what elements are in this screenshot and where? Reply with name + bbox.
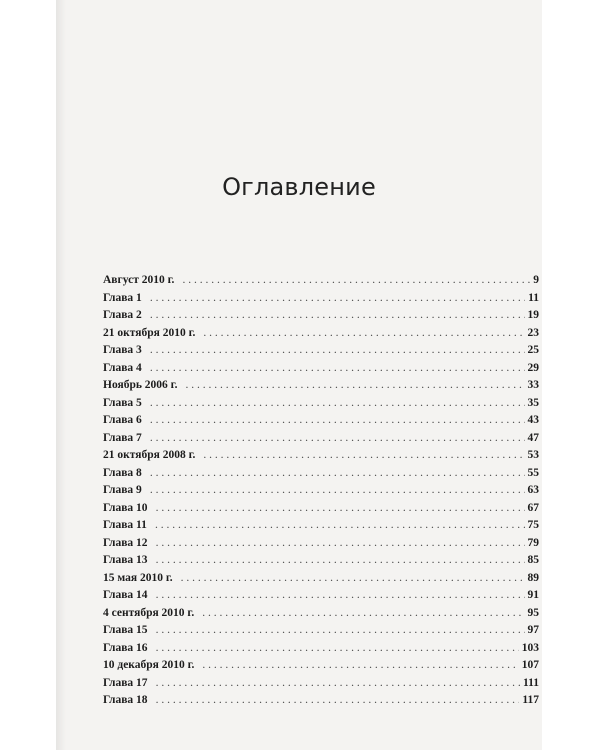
toc-entry-title: Глава 14 bbox=[103, 589, 148, 601]
toc-page-number: 79 bbox=[527, 536, 539, 549]
page-title: Оглавление bbox=[222, 173, 376, 201]
dot-leader bbox=[155, 517, 525, 535]
toc-page-number: 67 bbox=[527, 501, 539, 514]
toc-entry bbox=[103, 500, 539, 518]
toc-entry bbox=[103, 272, 539, 290]
dot-leader bbox=[203, 325, 524, 343]
toc-page-number: 107 bbox=[521, 659, 539, 671]
dot-leader bbox=[150, 307, 525, 325]
toc-page-number: 25 bbox=[527, 344, 539, 356]
dot-leader bbox=[150, 290, 525, 308]
toc-entry bbox=[103, 535, 539, 553]
book-page bbox=[56, 0, 542, 750]
toc-page-number: 23 bbox=[527, 326, 539, 339]
toc-page-number: 9 bbox=[533, 274, 539, 286]
toc-entry-title: Ноябрь 2006 г. bbox=[103, 379, 178, 391]
toc-entry-title: 21 октября 2008 г. bbox=[103, 449, 196, 461]
toc-entry bbox=[103, 360, 539, 378]
toc-page-number: 47 bbox=[527, 431, 539, 444]
toc-entry-title: Глава 11 bbox=[103, 519, 147, 531]
toc-entry bbox=[103, 675, 539, 693]
toc-entry-title: Глава 18 bbox=[103, 694, 148, 706]
toc-page-number: 19 bbox=[527, 309, 539, 321]
toc-entry-title: 21 октября 2010 г. bbox=[103, 326, 196, 339]
dot-leader bbox=[156, 535, 525, 553]
toc-entry bbox=[103, 395, 539, 413]
dot-leader bbox=[150, 412, 525, 430]
dot-leader bbox=[150, 430, 525, 448]
toc-entry bbox=[103, 517, 539, 535]
dot-leader bbox=[203, 447, 524, 465]
toc-entry-title: Глава 15 bbox=[103, 624, 148, 636]
toc-entry bbox=[103, 412, 539, 430]
toc-entry bbox=[103, 377, 539, 395]
dot-leader bbox=[156, 622, 525, 640]
toc-page-number: 97 bbox=[527, 624, 539, 636]
dot-leader bbox=[150, 482, 525, 500]
toc-entry-title: 10 декабря 2010 г. bbox=[103, 659, 195, 671]
toc-entry-title: Глава 6 bbox=[103, 414, 142, 426]
toc-entry bbox=[103, 482, 539, 500]
toc-page-number: 117 bbox=[522, 694, 539, 706]
dot-leader bbox=[150, 360, 525, 378]
toc-entry-title: Глава 17 bbox=[103, 676, 148, 689]
toc-entry bbox=[103, 465, 539, 483]
toc-entry bbox=[103, 307, 539, 325]
toc-entry bbox=[103, 622, 539, 640]
toc-page-number: 89 bbox=[527, 571, 539, 584]
dot-leader bbox=[156, 675, 520, 693]
toc-entry-title: Глава 13 bbox=[103, 554, 148, 566]
toc-entry bbox=[103, 342, 539, 360]
dot-leader bbox=[156, 692, 520, 710]
dot-leader bbox=[156, 640, 519, 658]
toc-entry-title: Глава 7 bbox=[103, 431, 142, 444]
toc-entry-title: Глава 4 bbox=[103, 361, 142, 374]
toc-entry bbox=[103, 587, 539, 605]
toc-entry bbox=[103, 640, 539, 658]
toc-entry bbox=[103, 605, 539, 623]
toc-page-number: 63 bbox=[527, 484, 539, 496]
toc-entry-title: 4 сентября 2010 г. bbox=[103, 606, 195, 619]
toc-entry bbox=[103, 430, 539, 448]
toc-page-number: 75 bbox=[527, 519, 539, 531]
dot-leader bbox=[181, 570, 525, 588]
toc-entry-title: Август 2010 г. bbox=[103, 274, 175, 286]
dot-leader bbox=[150, 465, 525, 483]
dot-leader bbox=[182, 272, 530, 290]
toc-page-number: 85 bbox=[527, 554, 539, 566]
toc-entry-title: Глава 9 bbox=[103, 484, 142, 496]
toc-entry-title: Глава 1 bbox=[103, 291, 142, 304]
dot-leader bbox=[202, 657, 518, 675]
toc-entry bbox=[103, 290, 539, 308]
toc-entry-title: Глава 2 bbox=[103, 309, 142, 321]
dot-leader bbox=[185, 377, 524, 395]
toc-entry-title: Глава 3 bbox=[103, 344, 142, 356]
toc-page-number: 29 bbox=[527, 361, 539, 374]
toc-page-number: 33 bbox=[527, 379, 539, 391]
toc-page-number: 95 bbox=[527, 606, 539, 619]
toc-entry-title: Глава 12 bbox=[103, 536, 148, 549]
toc-entry bbox=[103, 570, 539, 588]
toc-page-number: 35 bbox=[527, 396, 539, 409]
toc-page-number: 55 bbox=[527, 466, 539, 479]
toc-entry-title: 15 мая 2010 г. bbox=[103, 571, 173, 584]
toc-entry-title: Глава 16 bbox=[103, 641, 148, 654]
toc-entry bbox=[103, 325, 539, 343]
dot-leader bbox=[202, 605, 524, 623]
toc-entry bbox=[103, 657, 539, 675]
dot-leader bbox=[156, 500, 525, 518]
toc-page-number: 11 bbox=[528, 291, 539, 304]
toc-page-number: 111 bbox=[523, 676, 539, 689]
dot-leader bbox=[150, 342, 525, 360]
dot-leader bbox=[156, 587, 525, 605]
toc-page-number: 43 bbox=[527, 414, 539, 426]
toc-entry bbox=[103, 447, 539, 465]
dot-leader bbox=[150, 395, 525, 413]
toc-page-number: 53 bbox=[527, 449, 539, 461]
table-of-contents bbox=[103, 272, 539, 710]
toc-entry-title: Глава 5 bbox=[103, 396, 142, 409]
dot-leader bbox=[156, 552, 525, 570]
toc-page-number: 91 bbox=[527, 589, 539, 601]
toc-entry-title: Глава 8 bbox=[103, 466, 142, 479]
toc-entry bbox=[103, 552, 539, 570]
toc-page-number: 103 bbox=[521, 641, 539, 654]
toc-entry bbox=[103, 692, 539, 710]
toc-entry-title: Глава 10 bbox=[103, 501, 148, 514]
